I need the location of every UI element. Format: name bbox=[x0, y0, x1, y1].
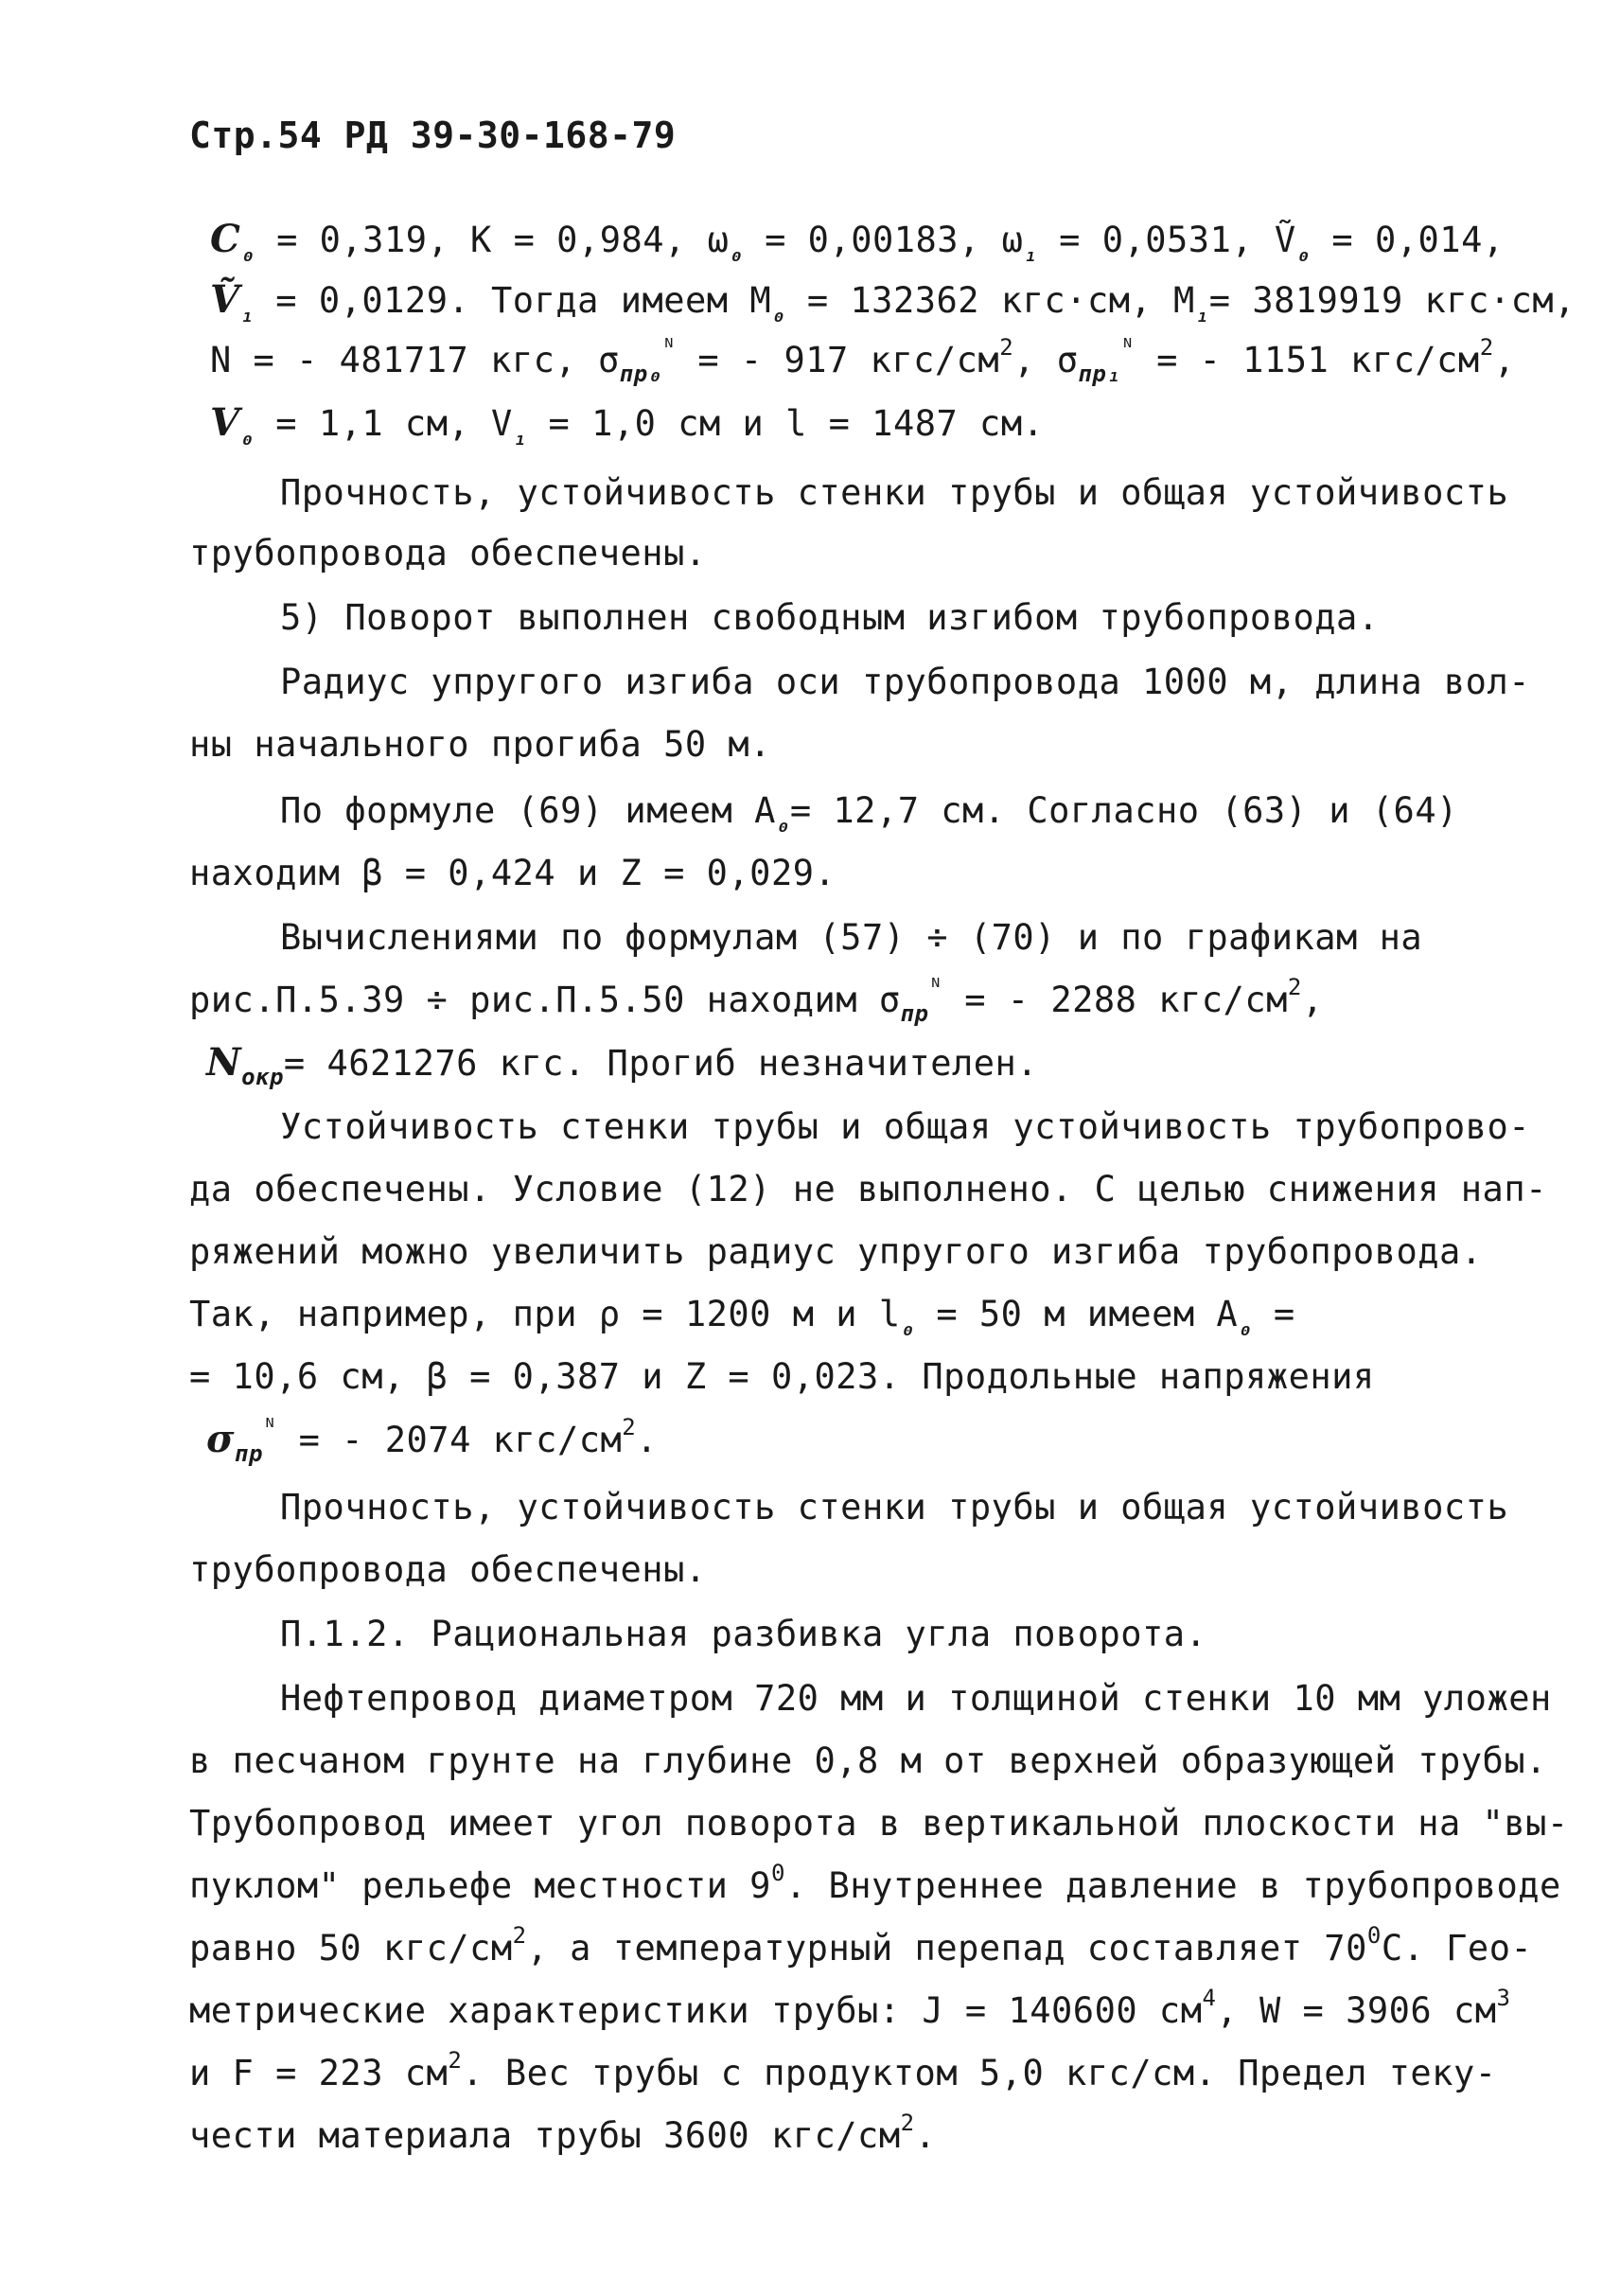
para6-line3: ряжений можно увеличить радиус упругого изгиба трубопровода. bbox=[189, 1231, 1483, 1272]
formula-line-2: Ṽ$_{_1}$ = 0,0129. Тогда имеем $M_{_0} = 132362$ кгс·см, $M_{_1}= 3819919$ кгс·см, bbox=[210, 277, 1576, 327]
para4-line1: По формуле (69) имеем $A_{_0}= 12,7$ см. Согласно (63) и (64) bbox=[280, 790, 1458, 838]
para5-line1: Вычислениями по формулам (57) ÷ (70) и по графикам на bbox=[280, 917, 1423, 958]
para4-line2: находим β = 0,424 и Z = 0,029. bbox=[189, 853, 836, 893]
para3-line1: Радиус упругого изгиба оси трубопровода 1000 м, длина вол- bbox=[280, 662, 1531, 702]
para6-line5: = 10,6 см, β = 0,387 и Z = 0,023. Продольные напряжения bbox=[189, 1356, 1375, 1397]
para7-line2: трубопровода обеспечены. bbox=[189, 1549, 707, 1590]
para7-line1: Прочность, устойчивость стенки трубы и общая устойчивость bbox=[280, 1487, 1509, 1528]
para6-line4: Так, например, при ρ = 1200 м и $l_{_0} = 50$ м имеем $A_{_0}$ = bbox=[189, 1294, 1295, 1341]
para8-line1: Нефтепровод диаметром 720 мм и толщиной стенки 10 мм уложен bbox=[280, 1678, 1552, 1719]
para1-line2: трубопровода обеспечены. bbox=[189, 533, 707, 574]
para1-line1: Прочность, устойчивость стенки трубы и общая устойчивость bbox=[280, 472, 1509, 513]
para6-line1: Устойчивость стенки трубы и общая устойчивость трубопрово- bbox=[280, 1106, 1531, 1147]
para8-line6: метрические характеристики трубы: J = 140600 $см^4$, W = 3906 $см^3$ bbox=[189, 1985, 1511, 2031]
para2: 5) Поворот выполнен свободным изгибом трубопровода. bbox=[280, 597, 1380, 638]
para8-line4: пуклом" рельефе местности $9^0$. Внутреннее давление в трубопроводе bbox=[189, 1860, 1561, 1906]
para6-line6: $\sigma_{пр}^ᴺ$ = - 2074 кгс/$см^2$. bbox=[206, 1414, 659, 1467]
para8-line8: чести материала трубы 3600 кгс/$см^2$. bbox=[189, 2110, 937, 2156]
formula-line-1: $C_{_0} = 0,319$, K = 0,984, $\omega_{_0} = 0,00183$, $\omega_{_1} = 0,0531$, Ṽ$_{_0}$ = 0,014, bbox=[210, 217, 1505, 267]
para8-line7: и F = 223 $см^2$. Вес трубы с продуктом 5,0 кгс/см. Предел теку- bbox=[189, 2047, 1497, 2093]
para8-line2: в песчаном грунте на глубине 0,8 м от верхней образующей трубы. bbox=[189, 1740, 1547, 1781]
para5-line3: $N_{окр}= 4621276$ кгс. Прогиб незначителен. bbox=[206, 1040, 1039, 1090]
formula-line-4: $V_{_0} = 1,1$ см, $V_{_1} = 1,0$ см и l = 1487 см. bbox=[210, 400, 1045, 450]
formula-line-3: N = - 481717 кгс, $\sigma_{пр_0}^ᴺ$ = - 917 кгс/$см^2$, $\sigma_{пр_1}^ᴺ$ = - 1151 кгс/$см^2$, bbox=[210, 334, 1516, 387]
para8-line5: равно 50 кгс/$см^2$, а температурный перепад составляет $70^0С$. Гео- bbox=[189, 1922, 1533, 1969]
section-heading: П.1.2. Рациональная разбивка угла поворота. bbox=[280, 1614, 1207, 1654]
para6-line2: да обеспечены. Условие (12) не выполнено. С целью снижения нап- bbox=[189, 1169, 1547, 1210]
para5-line2: рис.П.5.39 ÷ рис.П.5.50 находим $\sigma_{пр}^ᴺ$ = - 2288 кгс/$см^2$, bbox=[189, 974, 1324, 1027]
page-header: Стр.54 РД 39-30-168-79 bbox=[189, 115, 677, 156]
para3-line2: ны начального прогиба 50 м. bbox=[189, 724, 771, 765]
para8-line3: Трубопровод имеет угол поворота в вертикальной плоскости на "вы- bbox=[189, 1803, 1569, 1844]
